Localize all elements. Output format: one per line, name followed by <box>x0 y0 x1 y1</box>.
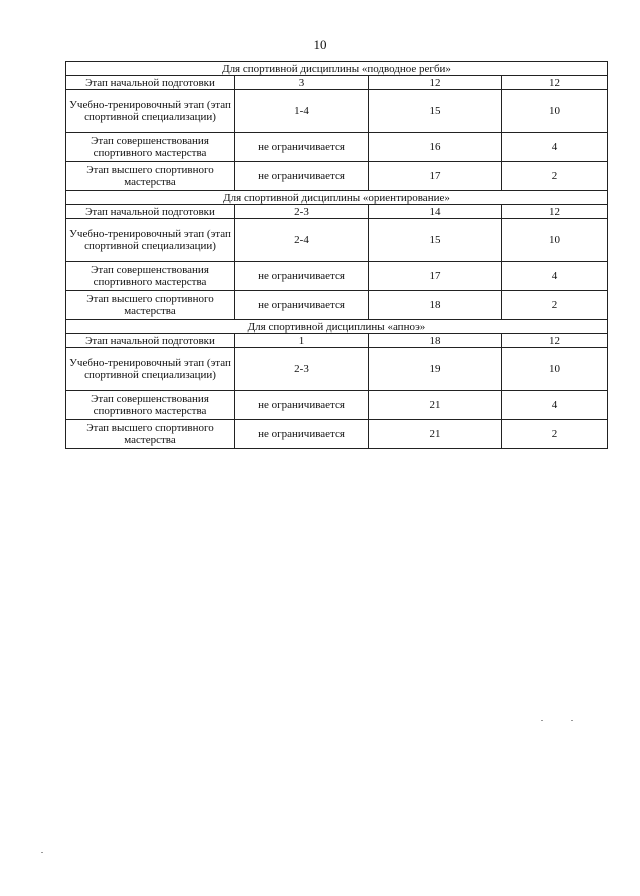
table-row <box>66 391 608 420</box>
scan-speck <box>571 720 573 721</box>
table-row <box>66 334 608 348</box>
table-row <box>66 219 608 262</box>
value-cell: 2-4 <box>235 219 369 262</box>
value-cell: не ограничивается <box>235 391 369 420</box>
section-header-row <box>66 191 608 205</box>
scan-speck <box>41 852 43 853</box>
table-row <box>66 291 608 320</box>
value-cell: 4 <box>502 133 608 162</box>
section-title: Для спортивной дисциплины «подводное регби» <box>66 62 608 76</box>
stage-cell: Этап высшего спортивного мастерства <box>66 162 235 191</box>
value-cell: 2-3 <box>235 205 369 219</box>
table-row <box>66 348 608 391</box>
value-cell: не ограничивается <box>235 262 369 291</box>
table-row <box>66 76 608 90</box>
value-cell: не ограничивается <box>235 133 369 162</box>
value-cell: 12 <box>502 334 608 348</box>
value-cell: 17 <box>369 262 502 291</box>
stage-cell: Этап совершенствования спортивного мастерства <box>66 262 235 291</box>
value-cell: 4 <box>502 262 608 291</box>
value-cell: 12 <box>369 76 502 90</box>
value-cell: 15 <box>369 90 502 133</box>
value-cell: 10 <box>502 219 608 262</box>
value-cell: 2 <box>502 420 608 449</box>
value-cell: 15 <box>369 219 502 262</box>
stage-cell: Этап совершенствования спортивного мастерства <box>66 391 235 420</box>
page-number: 10 <box>313 37 327 52</box>
scan-speck <box>541 720 543 721</box>
stage-cell: Учебно-тренировочный этап (этап спортивной специализации) <box>66 90 235 133</box>
value-cell: 2 <box>502 291 608 320</box>
section-title: Для спортивной дисциплины «ориентирование» <box>66 191 608 205</box>
value-cell: 16 <box>369 133 502 162</box>
value-cell: 1 <box>235 334 369 348</box>
value-cell: 1-4 <box>235 90 369 133</box>
table-row <box>66 205 608 219</box>
sport-stages-table <box>65 61 608 449</box>
value-cell: 10 <box>502 90 608 133</box>
stage-cell: Этап начальной подготовки <box>66 76 235 90</box>
value-cell: 17 <box>369 162 502 191</box>
section-title: Для спортивной дисциплины «апноэ» <box>66 320 608 334</box>
table-row <box>66 133 608 162</box>
section-header-row <box>66 62 608 76</box>
value-cell: 2-3 <box>235 348 369 391</box>
value-cell: 12 <box>502 205 608 219</box>
value-cell: 2 <box>502 162 608 191</box>
value-cell: не ограничивается <box>235 162 369 191</box>
section-header-row <box>66 320 608 334</box>
value-cell: 18 <box>369 291 502 320</box>
table-row <box>66 90 608 133</box>
table-row <box>66 162 608 191</box>
stage-cell: Этап начальной подготовки <box>66 205 235 219</box>
value-cell: 14 <box>369 205 502 219</box>
value-cell: 19 <box>369 348 502 391</box>
value-cell: не ограничивается <box>235 291 369 320</box>
table-row <box>66 420 608 449</box>
value-cell: 18 <box>369 334 502 348</box>
stage-cell: Учебно-тренировочный этап (этап спортивной специализации) <box>66 219 235 262</box>
value-cell: 3 <box>235 76 369 90</box>
stage-cell: Этап высшего спортивного мастерства <box>66 420 235 449</box>
stage-cell: Этап начальной подготовки <box>66 334 235 348</box>
value-cell: не ограничивается <box>235 420 369 449</box>
value-cell: 4 <box>502 391 608 420</box>
value-cell: 12 <box>502 76 608 90</box>
table-row <box>66 262 608 291</box>
stage-cell: Учебно-тренировочный этап (этап спортивной специализации) <box>66 348 235 391</box>
value-cell: 10 <box>502 348 608 391</box>
value-cell: 21 <box>369 391 502 420</box>
stage-cell: Этап высшего спортивного мастерства <box>66 291 235 320</box>
value-cell: 21 <box>369 420 502 449</box>
stage-cell: Этап совершенствования спортивного мастерства <box>66 133 235 162</box>
